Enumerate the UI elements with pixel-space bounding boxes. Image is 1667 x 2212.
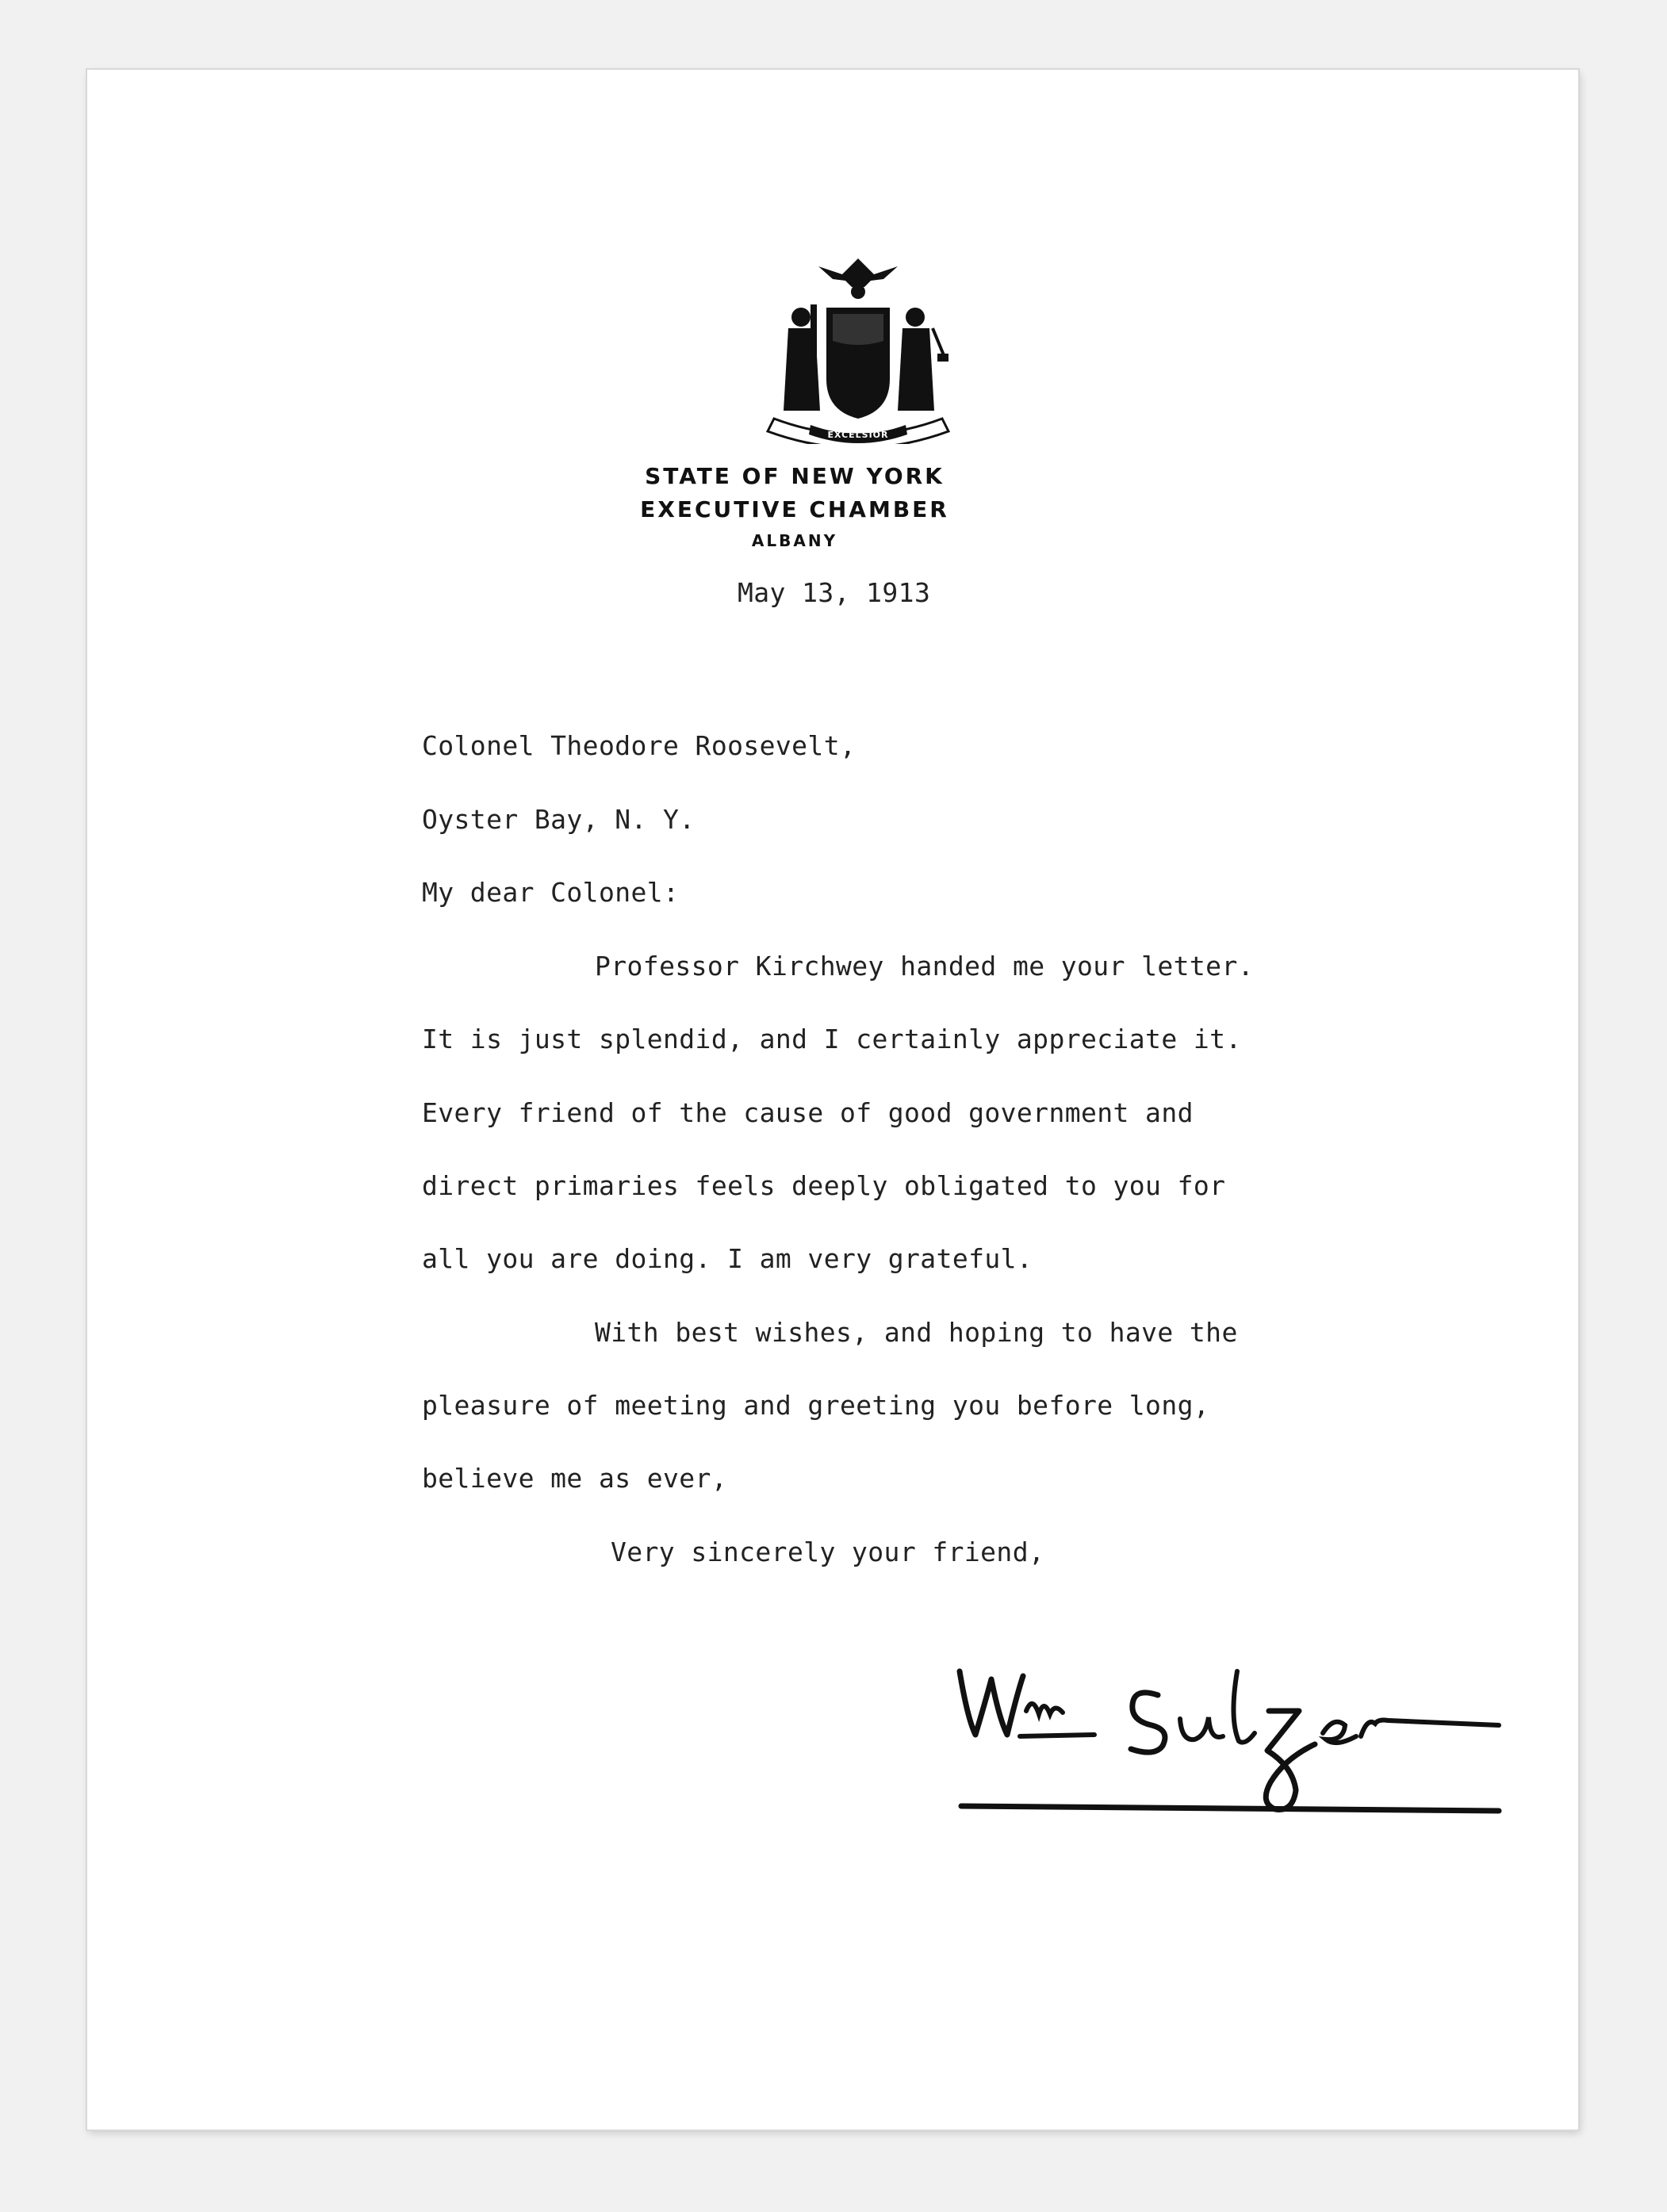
body-line: pleasure of meeting and greeting you before long,: [422, 1390, 1210, 1421]
salutation: My dear Colonel:: [422, 877, 680, 908]
body-line: Professor Kirchwey handed me your letter.: [595, 951, 1254, 982]
body-line: It is just splendid, and I certainly appreciate it.: [422, 1024, 1242, 1054]
body-line: With best wishes, and hoping to have the: [595, 1317, 1238, 1348]
body-line: all you are doing. I am very grateful.: [422, 1243, 1033, 1274]
signature: [944, 1648, 1546, 1822]
letter-page: [87, 70, 1578, 2130]
letter-date: May 13, 1913: [738, 577, 931, 608]
letterhead-state: STATE OF NEW YORK: [645, 463, 945, 489]
address: Oyster Bay, N. Y.: [422, 804, 696, 835]
body-line: believe me as ever,: [422, 1463, 728, 1494]
body-line: direct primaries feels deeply obligated to you for: [422, 1170, 1226, 1201]
body-line: Every friend of the cause of good government and: [422, 1097, 1194, 1128]
addressee: Colonel Theodore Roosevelt,: [422, 730, 856, 761]
state-seal-icon: [763, 252, 953, 444]
closing: Very sincerely your friend,: [611, 1537, 1045, 1567]
seal-motto: EXCELSIOR: [827, 430, 889, 440]
letterhead-chamber: EXECUTIVE CHAMBER: [640, 496, 949, 522]
letterhead-city: ALBANY: [751, 531, 838, 550]
